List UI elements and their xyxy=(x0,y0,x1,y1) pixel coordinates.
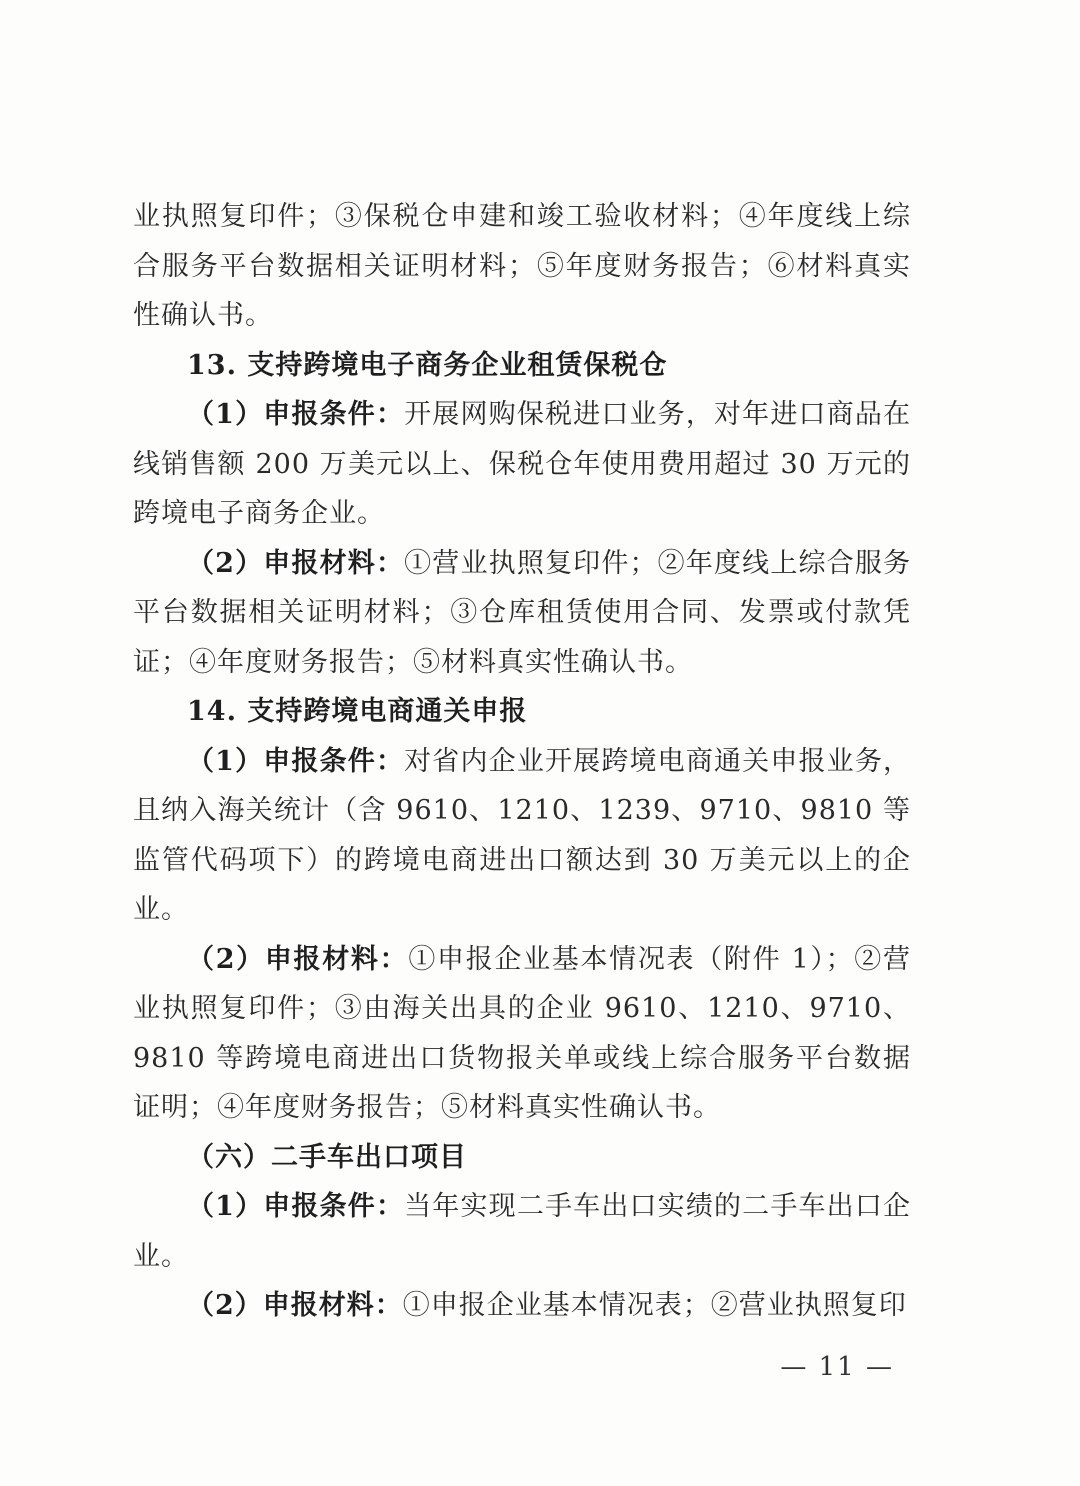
paragraph-text: ①营业执照复印件；②年度线上综合服务平台数据相关证明材料；③仓库租赁使用合同、发票或付款凭证；④年度财务报告；⑤材料真实性确认书。 xyxy=(133,547,911,678)
paragraph-13-conditions xyxy=(133,390,911,539)
paragraph-label: （2）申报材料： xyxy=(187,1290,403,1321)
paragraph-label: （1）申报条件： xyxy=(187,1191,405,1222)
paragraph-label: （1）申报条件： xyxy=(187,745,405,777)
paragraph-text: 业执照复印件；③保税仓申建和竣工验收材料；④年度线上综合服务平台数据相关证明材料；⑤年度财务报告；⑥材料真实性确认书。 xyxy=(133,201,911,331)
paragraph-14-materials xyxy=(133,935,911,1133)
section-heading-13 xyxy=(133,341,911,391)
paragraph-label: （2）申报材料： xyxy=(187,943,409,975)
paragraph-label: （1）申报条件： xyxy=(187,399,405,430)
paragraph-continuation xyxy=(133,192,911,341)
paragraph-14-conditions xyxy=(133,737,911,935)
heading-text: 14. 支持跨境电商通关申报 xyxy=(187,696,528,727)
heading-text: （六）二手车出口项目 xyxy=(187,1141,467,1173)
paragraph-6-materials xyxy=(133,1281,911,1331)
paragraph-text: 当年实现二手车出口实绩的二手车出口企业。 xyxy=(133,1191,911,1272)
paragraph-13-materials xyxy=(133,539,911,688)
page-number: — 11 — xyxy=(780,1352,894,1382)
section-heading-6 xyxy=(133,1133,911,1183)
heading-text: 13. 支持跨境电子商务企业租赁保税仓 xyxy=(187,349,668,381)
paragraph-text: 开展网购保税进口业务，对年进口商品在线销售额 200 万美元以上、保税仓年使用费用超过 30 万元的跨境电子商务企业。 xyxy=(133,399,911,529)
paragraph-label: （2）申报材料： xyxy=(187,547,405,579)
paragraph-text: ①申报企业基本情况表；②营业执照复印 xyxy=(402,1290,907,1321)
document-body xyxy=(133,192,911,1331)
paragraph-text: ①申报企业基本情况表（附件 1）；②营业执照复印件；③由海关出具的企业 9610、1210、9710、9810 等跨境电商进出口货物报关单或线上综合服务平台数据证明；④年度财务报告；⑤材料真实性确认书。 xyxy=(133,943,911,1123)
section-heading-14 xyxy=(133,687,911,737)
paragraph-6-conditions xyxy=(133,1182,911,1281)
paragraph-text: 对省内企业开展跨境电商通关申报业务，且纳入海关统计（含 9610、1210、1239、9710、9810 等监管代码项下）的跨境电商进出口额达到 30 万美元以上的企业。 xyxy=(133,745,911,925)
